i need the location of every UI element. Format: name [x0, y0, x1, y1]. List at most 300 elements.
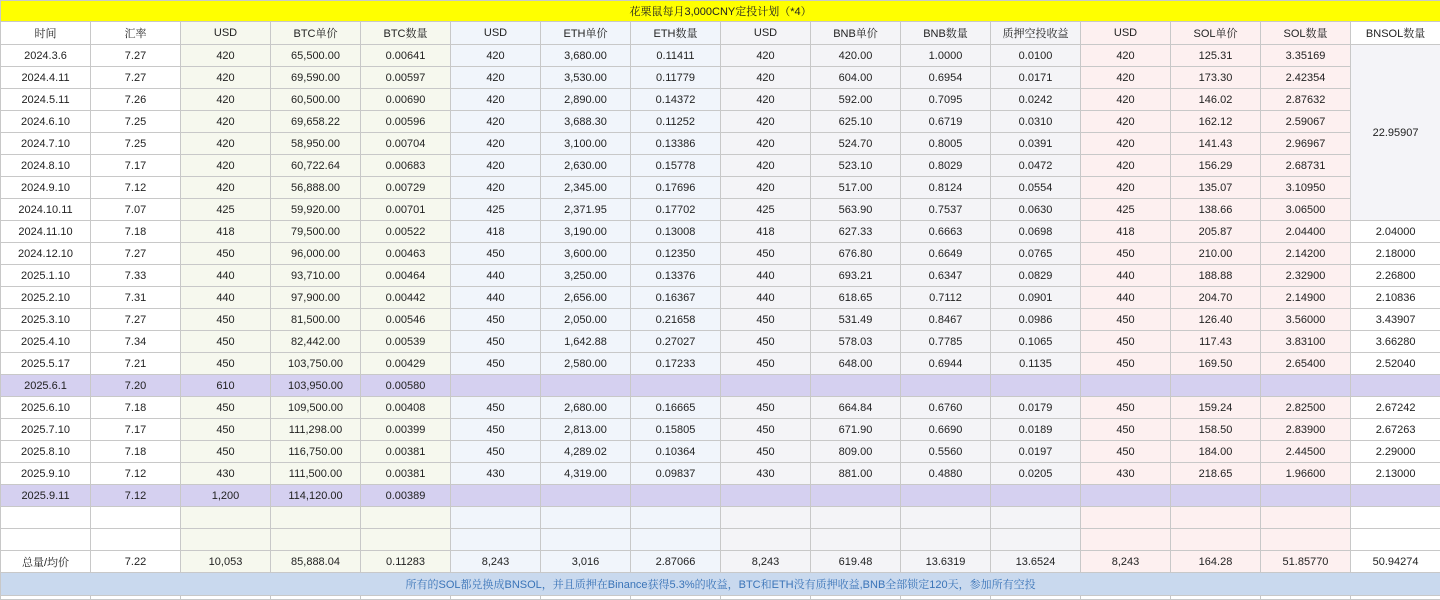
cell-rate[interactable]: 7.12	[91, 485, 181, 507]
cell-bnb-qty[interactable]: 0.6760	[901, 397, 991, 419]
empty-cell[interactable]	[1081, 507, 1171, 529]
cell-rate[interactable]: 7.12	[91, 463, 181, 485]
cell-sol-price[interactable]: 205.87	[1171, 221, 1261, 243]
empty-cell[interactable]	[181, 529, 271, 551]
cell-bnsol[interactable]: 2.10836	[1351, 287, 1440, 309]
cell-bnb-reward[interactable]: 0.1135	[991, 353, 1081, 375]
cell-sol-usd[interactable]: 420	[1081, 67, 1171, 89]
cell-bnb-reward[interactable]: 0.0765	[991, 243, 1081, 265]
cell-btc-price[interactable]: 69,590.00	[271, 67, 361, 89]
cell-btc-price[interactable]: 111,298.00	[271, 419, 361, 441]
cell-bnsol[interactable]: 2.67263	[1351, 419, 1440, 441]
cell-eth-usd[interactable]: 450	[451, 309, 541, 331]
cell-eth-price[interactable]: 2,813.00	[541, 419, 631, 441]
cell-bnb-price[interactable]: 524.70	[811, 133, 901, 155]
cell-bnsol[interactable]: 3.66280	[1351, 331, 1440, 353]
cell-bnb-usd[interactable]: 450	[721, 309, 811, 331]
cell-bnb-reward[interactable]: 0.0698	[991, 221, 1081, 243]
cell-bnsol[interactable]: 2.52040	[1351, 353, 1440, 375]
empty-cell[interactable]	[181, 507, 271, 529]
cell-sol-usd[interactable]: 420	[1081, 155, 1171, 177]
cell-bnb-usd[interactable]: 425	[721, 199, 811, 221]
cell-sol-price[interactable]: 117.43	[1171, 331, 1261, 353]
cell-bnb-qty[interactable]: 0.8467	[901, 309, 991, 331]
column-header[interactable]: 时间	[1, 22, 91, 45]
cell-bnb-usd[interactable]: 450	[721, 353, 811, 375]
cell-eth-usd[interactable]: 450	[451, 419, 541, 441]
cell-bnb-usd[interactable]: 420	[721, 89, 811, 111]
cell-bnb-price[interactable]: 563.90	[811, 199, 901, 221]
cell-bnsol[interactable]: 2.04000	[1351, 221, 1440, 243]
cell-btc-price[interactable]: 96,000.00	[271, 243, 361, 265]
cell-eth-usd[interactable]: 440	[451, 287, 541, 309]
cell-rate[interactable]: 7.12	[91, 177, 181, 199]
cell-bnb-qty[interactable]: 0.8029	[901, 155, 991, 177]
cell-btc-usd[interactable]: 450	[181, 397, 271, 419]
empty-cell[interactable]	[1171, 529, 1261, 551]
cell-sol-price[interactable]: 162.12	[1171, 111, 1261, 133]
cell-date[interactable]: 2024.12.10	[1, 243, 91, 265]
cell-bnb-price[interactable]: 578.03	[811, 331, 901, 353]
total-btc-usd[interactable]: 10,053	[181, 551, 271, 573]
cell-rate[interactable]: 7.25	[91, 133, 181, 155]
cell-eth-usd[interactable]: 450	[451, 441, 541, 463]
cell-date[interactable]: 2025.6.1	[1, 375, 91, 397]
cell-eth-qty[interactable]: 0.09837	[631, 463, 721, 485]
total-rate[interactable]: 7.22	[91, 551, 181, 573]
cell-date[interactable]: 2024.3.6	[1, 45, 91, 67]
cell-eth-price[interactable]: 4,289.02	[541, 441, 631, 463]
cell-date[interactable]: 2024.9.10	[1, 177, 91, 199]
cell-sol-price[interactable]: 210.00	[1171, 243, 1261, 265]
cell-eth-qty[interactable]: 0.15778	[631, 155, 721, 177]
cell-sol-qty[interactable]: 3.56000	[1261, 309, 1351, 331]
cell-rate[interactable]: 7.21	[91, 353, 181, 375]
total-btc-price[interactable]: 85,888.04	[271, 551, 361, 573]
empty-cell[interactable]	[451, 529, 541, 551]
cell-bnb-usd[interactable]: 450	[721, 397, 811, 419]
cell-bnb-price[interactable]: 809.00	[811, 441, 901, 463]
cell-sol-price[interactable]	[1171, 485, 1261, 507]
cell-btc-price[interactable]: 93,710.00	[271, 265, 361, 287]
empty-cell[interactable]	[1171, 507, 1261, 529]
cell-eth-qty[interactable]: 0.12350	[631, 243, 721, 265]
empty-cell[interactable]	[1, 507, 91, 529]
cell-sol-price[interactable]: 141.43	[1171, 133, 1261, 155]
cell-btc-qty[interactable]: 0.00522	[361, 221, 451, 243]
cell-rate[interactable]: 7.27	[91, 309, 181, 331]
column-header[interactable]: ETH数量	[631, 22, 721, 45]
cell-sol-qty[interactable]: 2.96967	[1261, 133, 1351, 155]
cell-eth-price[interactable]: 2,680.00	[541, 397, 631, 419]
cell-date[interactable]: 2024.4.11	[1, 67, 91, 89]
cell-btc-qty[interactable]: 0.00463	[361, 243, 451, 265]
cell-eth-qty[interactable]: 0.11411	[631, 45, 721, 67]
empty-cell[interactable]	[1351, 507, 1440, 529]
cell-bnb-qty[interactable]: 0.7095	[901, 89, 991, 111]
cell-eth-qty[interactable]: 0.13376	[631, 265, 721, 287]
cell-eth-qty[interactable]	[631, 375, 721, 397]
cell-sol-price[interactable]: 138.66	[1171, 199, 1261, 221]
cell-btc-price[interactable]: 114,120.00	[271, 485, 361, 507]
empty-cell[interactable]	[631, 507, 721, 529]
cell-eth-price[interactable]	[541, 485, 631, 507]
cell-sol-qty[interactable]: 2.87632	[1261, 89, 1351, 111]
cell-sol-usd[interactable]: 440	[1081, 265, 1171, 287]
total-sol-usd[interactable]: 8,243	[1081, 551, 1171, 573]
empty-cell[interactable]	[1261, 529, 1351, 551]
column-header[interactable]: USD	[1081, 22, 1171, 45]
cell-bnb-usd[interactable]: 450	[721, 419, 811, 441]
cell-btc-price[interactable]: 59,920.00	[271, 199, 361, 221]
cell-btc-qty[interactable]: 0.00399	[361, 419, 451, 441]
cell-date[interactable]: 2024.11.10	[1, 221, 91, 243]
cell-bnb-reward[interactable]: 0.0100	[991, 45, 1081, 67]
cell-bnb-price[interactable]: 693.21	[811, 265, 901, 287]
cell-rate[interactable]: 7.25	[91, 111, 181, 133]
cell-btc-usd[interactable]: 450	[181, 441, 271, 463]
cell-eth-qty[interactable]: 0.17696	[631, 177, 721, 199]
empty-cell[interactable]	[91, 507, 181, 529]
cell-btc-usd[interactable]: 418	[181, 221, 271, 243]
cell-bnsol[interactable]: 2.13000	[1351, 463, 1440, 485]
cell-btc-qty[interactable]: 0.00580	[361, 375, 451, 397]
cell-sol-qty[interactable]: 2.14200	[1261, 243, 1351, 265]
cell-eth-price[interactable]: 3,680.00	[541, 45, 631, 67]
cell-btc-qty[interactable]: 0.00546	[361, 309, 451, 331]
cell-rate[interactable]: 7.17	[91, 419, 181, 441]
cell-sol-price[interactable]: 204.70	[1171, 287, 1261, 309]
cell-btc-qty[interactable]: 0.00464	[361, 265, 451, 287]
cell-bnb-price[interactable]: 625.10	[811, 111, 901, 133]
cell-btc-usd[interactable]: 1,200	[181, 485, 271, 507]
column-header[interactable]: ETH单价	[541, 22, 631, 45]
cell-bnb-usd[interactable]: 450	[721, 441, 811, 463]
cell-date[interactable]: 2024.8.10	[1, 155, 91, 177]
cell-bnb-qty[interactable]: 0.7785	[901, 331, 991, 353]
cell-bnb-qty[interactable]: 0.6944	[901, 353, 991, 375]
cell-bnb-usd[interactable]: 420	[721, 155, 811, 177]
empty-cell[interactable]	[541, 507, 631, 529]
cell-eth-price[interactable]: 3,100.00	[541, 133, 631, 155]
total-sol-qty[interactable]: 51.85770	[1261, 551, 1351, 573]
cell-date[interactable]: 2025.4.10	[1, 331, 91, 353]
cell-btc-usd[interactable]: 420	[181, 89, 271, 111]
cell-sol-usd[interactable]	[1081, 485, 1171, 507]
total-date[interactable]: 总量/均价	[1, 551, 91, 573]
cell-rate[interactable]: 7.07	[91, 199, 181, 221]
cell-eth-price[interactable]: 3,250.00	[541, 265, 631, 287]
cell-date[interactable]: 2025.8.10	[1, 441, 91, 463]
cell-bnb-price[interactable]: 531.49	[811, 309, 901, 331]
column-header[interactable]: 质押空投收益	[991, 22, 1081, 45]
cell-btc-qty[interactable]: 0.00381	[361, 463, 451, 485]
cell-sol-price[interactable]: 126.40	[1171, 309, 1261, 331]
cell-sol-usd[interactable]: 450	[1081, 419, 1171, 441]
empty-cell[interactable]	[541, 529, 631, 551]
column-header[interactable]: SOL数量	[1261, 22, 1351, 45]
cell-btc-price[interactable]: 60,500.00	[271, 89, 361, 111]
cell-rate[interactable]: 7.27	[91, 67, 181, 89]
total-eth-price[interactable]: 3,016	[541, 551, 631, 573]
cell-eth-price[interactable]	[541, 375, 631, 397]
cell-eth-usd[interactable]: 440	[451, 265, 541, 287]
footnote-text[interactable]: 所有的SOL都兑换成BNSOL，并且质押在Binance获得5.3%的收益，BTC和ETH没有质押收益,BNB全部锁定120天，参加所有空投	[1, 573, 1440, 596]
cell-bnb-reward[interactable]: 0.0205	[991, 463, 1081, 485]
cell-eth-price[interactable]: 2,580.00	[541, 353, 631, 375]
column-header[interactable]: BNB单价	[811, 22, 901, 45]
cell-sol-qty[interactable]: 2.59067	[1261, 111, 1351, 133]
cell-sol-usd[interactable]: 420	[1081, 133, 1171, 155]
column-header[interactable]: 汇率	[91, 22, 181, 45]
cell-eth-qty[interactable]: 0.21658	[631, 309, 721, 331]
cell-btc-usd[interactable]: 450	[181, 309, 271, 331]
column-header[interactable]: BTC单价	[271, 22, 361, 45]
cell-bnb-usd[interactable]: 440	[721, 287, 811, 309]
cell-eth-price[interactable]: 2,890.00	[541, 89, 631, 111]
cell-bnb-reward[interactable]: 0.0179	[991, 397, 1081, 419]
cell-bnb-qty[interactable]: 0.6663	[901, 221, 991, 243]
cell-bnb-reward[interactable]: 0.0472	[991, 155, 1081, 177]
bnsol-merged-cell[interactable]: 22.95907	[1351, 45, 1440, 221]
cell-sol-price[interactable]: 218.65	[1171, 463, 1261, 485]
empty-cell[interactable]	[361, 529, 451, 551]
cell-btc-price[interactable]: 69,658.22	[271, 111, 361, 133]
cell-btc-qty[interactable]: 0.00429	[361, 353, 451, 375]
cell-btc-price[interactable]: 109,500.00	[271, 397, 361, 419]
cell-btc-usd[interactable]: 440	[181, 265, 271, 287]
cell-bnb-price[interactable]: 618.65	[811, 287, 901, 309]
cell-bnb-price[interactable]: 523.10	[811, 155, 901, 177]
cell-sol-qty[interactable]: 2.32900	[1261, 265, 1351, 287]
column-header[interactable]: USD	[721, 22, 811, 45]
cell-bnb-price[interactable]: 881.00	[811, 463, 901, 485]
cell-btc-price[interactable]: 81,500.00	[271, 309, 361, 331]
cell-sol-price[interactable]: 188.88	[1171, 265, 1261, 287]
cell-bnb-usd[interactable]: 420	[721, 133, 811, 155]
cell-bnb-usd[interactable]: 420	[721, 177, 811, 199]
cell-bnb-usd[interactable]: 418	[721, 221, 811, 243]
cell-date[interactable]: 2024.5.11	[1, 89, 91, 111]
cell-bnb-qty[interactable]: 0.6690	[901, 419, 991, 441]
cell-eth-qty[interactable]: 0.16665	[631, 397, 721, 419]
cell-bnb-price[interactable]: 627.33	[811, 221, 901, 243]
column-header[interactable]: BNB数量	[901, 22, 991, 45]
cell-bnb-qty[interactable]	[901, 375, 991, 397]
cell-eth-price[interactable]: 2,656.00	[541, 287, 631, 309]
cell-rate[interactable]: 7.33	[91, 265, 181, 287]
cell-bnb-qty[interactable]: 0.7112	[901, 287, 991, 309]
cell-bnb-qty[interactable]: 0.6649	[901, 243, 991, 265]
cell-sol-usd[interactable]: 450	[1081, 397, 1171, 419]
cell-eth-usd[interactable]: 450	[451, 243, 541, 265]
cell-btc-qty[interactable]: 0.00704	[361, 133, 451, 155]
cell-rate[interactable]: 7.34	[91, 331, 181, 353]
empty-cell[interactable]	[91, 529, 181, 551]
cell-sol-qty[interactable]: 2.68731	[1261, 155, 1351, 177]
cell-eth-price[interactable]: 1,642.88	[541, 331, 631, 353]
cell-bnb-usd[interactable]: 420	[721, 67, 811, 89]
column-header[interactable]: USD	[451, 22, 541, 45]
cell-bnb-price[interactable]	[811, 375, 901, 397]
cell-bnb-reward[interactable]: 0.0189	[991, 419, 1081, 441]
cell-eth-qty[interactable]: 0.17233	[631, 353, 721, 375]
cell-bnb-reward[interactable]: 0.1065	[991, 331, 1081, 353]
cell-btc-usd[interactable]: 610	[181, 375, 271, 397]
cell-bnb-price[interactable]: 664.84	[811, 397, 901, 419]
total-btc-qty[interactable]: 0.11283	[361, 551, 451, 573]
cell-sol-usd[interactable]: 440	[1081, 287, 1171, 309]
cell-sol-qty[interactable]: 3.83100	[1261, 331, 1351, 353]
cell-bnsol[interactable]: 2.67242	[1351, 397, 1440, 419]
cell-eth-price[interactable]: 3,190.00	[541, 221, 631, 243]
cell-date[interactable]: 2024.7.10	[1, 133, 91, 155]
cell-date[interactable]: 2024.6.10	[1, 111, 91, 133]
cell-btc-usd[interactable]: 430	[181, 463, 271, 485]
cell-btc-qty[interactable]: 0.00381	[361, 441, 451, 463]
cell-bnb-price[interactable]: 592.00	[811, 89, 901, 111]
cell-date[interactable]: 2025.1.10	[1, 265, 91, 287]
cell-bnb-qty[interactable]: 0.7537	[901, 199, 991, 221]
cell-sol-usd[interactable]: 450	[1081, 309, 1171, 331]
empty-cell[interactable]	[721, 507, 811, 529]
cell-btc-price[interactable]: 65,500.00	[271, 45, 361, 67]
cell-sol-price[interactable]	[1171, 375, 1261, 397]
cell-btc-qty[interactable]: 0.00539	[361, 331, 451, 353]
cell-sol-qty[interactable]: 2.44500	[1261, 441, 1351, 463]
cell-bnb-qty[interactable]	[901, 485, 991, 507]
cell-btc-usd[interactable]: 425	[181, 199, 271, 221]
cell-sol-usd[interactable]	[1081, 375, 1171, 397]
cell-eth-qty[interactable]: 0.15805	[631, 419, 721, 441]
cell-sol-qty[interactable]: 2.14900	[1261, 287, 1351, 309]
cell-bnb-reward[interactable]: 0.0986	[991, 309, 1081, 331]
cell-sol-usd[interactable]: 420	[1081, 45, 1171, 67]
cell-eth-price[interactable]: 2,371.95	[541, 199, 631, 221]
cell-btc-price[interactable]: 58,950.00	[271, 133, 361, 155]
empty-cell[interactable]	[721, 529, 811, 551]
empty-cell[interactable]	[901, 529, 991, 551]
cell-btc-usd[interactable]: 420	[181, 45, 271, 67]
cell-eth-usd[interactable]: 420	[451, 111, 541, 133]
cell-bnb-qty[interactable]: 0.8005	[901, 133, 991, 155]
cell-sol-qty[interactable]: 1.96600	[1261, 463, 1351, 485]
cell-bnb-reward[interactable]: 0.0242	[991, 89, 1081, 111]
cell-rate[interactable]: 7.17	[91, 155, 181, 177]
cell-bnb-qty[interactable]: 0.6719	[901, 111, 991, 133]
cell-eth-qty[interactable]: 0.16367	[631, 287, 721, 309]
cell-sol-qty[interactable]: 2.82500	[1261, 397, 1351, 419]
cell-btc-qty[interactable]: 0.00596	[361, 111, 451, 133]
cell-btc-price[interactable]: 97,900.00	[271, 287, 361, 309]
cell-eth-usd[interactable]: 420	[451, 67, 541, 89]
empty-cell[interactable]	[1261, 507, 1351, 529]
empty-cell[interactable]	[991, 507, 1081, 529]
cell-eth-qty[interactable]: 0.27027	[631, 331, 721, 353]
cell-sol-qty[interactable]: 2.83900	[1261, 419, 1351, 441]
cell-eth-qty[interactable]: 0.14372	[631, 89, 721, 111]
cell-sol-price[interactable]: 156.29	[1171, 155, 1261, 177]
cell-bnb-usd[interactable]: 440	[721, 265, 811, 287]
cell-sol-price[interactable]: 173.30	[1171, 67, 1261, 89]
total-sol-price[interactable]: 164.28	[1171, 551, 1261, 573]
cell-btc-qty[interactable]: 0.00408	[361, 397, 451, 419]
cell-btc-qty[interactable]: 0.00389	[361, 485, 451, 507]
empty-cell[interactable]	[271, 507, 361, 529]
cell-rate[interactable]: 7.27	[91, 243, 181, 265]
cell-bnsol[interactable]: 2.18000	[1351, 243, 1440, 265]
cell-bnb-qty[interactable]: 1.0000	[901, 45, 991, 67]
cell-bnb-usd[interactable]: 450	[721, 243, 811, 265]
cell-btc-usd[interactable]: 420	[181, 155, 271, 177]
cell-eth-qty[interactable]: 0.10364	[631, 441, 721, 463]
cell-sol-qty[interactable]: 2.42354	[1261, 67, 1351, 89]
cell-date[interactable]: 2025.6.10	[1, 397, 91, 419]
cell-eth-usd[interactable]: 420	[451, 177, 541, 199]
total-bnb-usd[interactable]: 8,243	[721, 551, 811, 573]
cell-bnb-reward[interactable]: 0.0630	[991, 199, 1081, 221]
cell-btc-qty[interactable]: 0.00641	[361, 45, 451, 67]
cell-bnb-price[interactable]: 604.00	[811, 67, 901, 89]
cell-btc-price[interactable]: 56,888.00	[271, 177, 361, 199]
cell-bnb-price[interactable]: 420.00	[811, 45, 901, 67]
cell-bnb-qty[interactable]: 0.8124	[901, 177, 991, 199]
cell-eth-qty[interactable]: 0.13386	[631, 133, 721, 155]
cell-bnsol[interactable]	[1351, 375, 1440, 397]
cell-bnb-usd[interactable]	[721, 485, 811, 507]
cell-date[interactable]: 2025.5.17	[1, 353, 91, 375]
cell-eth-qty[interactable]: 0.17702	[631, 199, 721, 221]
cell-date[interactable]: 2025.9.10	[1, 463, 91, 485]
cell-bnb-reward[interactable]: 0.0901	[991, 287, 1081, 309]
cell-bnb-qty[interactable]: 0.4880	[901, 463, 991, 485]
cell-bnb-usd[interactable]: 430	[721, 463, 811, 485]
cell-sol-usd[interactable]: 418	[1081, 221, 1171, 243]
cell-sol-qty[interactable]: 3.10950	[1261, 177, 1351, 199]
cell-eth-price[interactable]: 3,530.00	[541, 67, 631, 89]
cell-btc-qty[interactable]: 0.00597	[361, 67, 451, 89]
cell-sol-usd[interactable]: 450	[1081, 243, 1171, 265]
cell-btc-usd[interactable]: 450	[181, 353, 271, 375]
cell-btc-usd[interactable]: 440	[181, 287, 271, 309]
empty-cell[interactable]	[1081, 529, 1171, 551]
cell-eth-usd[interactable]: 425	[451, 199, 541, 221]
cell-btc-price[interactable]: 111,500.00	[271, 463, 361, 485]
cell-date[interactable]: 2025.3.10	[1, 309, 91, 331]
cell-eth-usd[interactable]	[451, 485, 541, 507]
cell-bnsol[interactable]: 2.29000	[1351, 441, 1440, 463]
cell-rate[interactable]: 7.18	[91, 397, 181, 419]
cell-eth-qty[interactable]	[631, 485, 721, 507]
cell-bnb-qty[interactable]: 0.6954	[901, 67, 991, 89]
cell-btc-qty[interactable]: 0.00690	[361, 89, 451, 111]
cell-sol-qty[interactable]: 2.04400	[1261, 221, 1351, 243]
cell-btc-qty[interactable]: 0.00442	[361, 287, 451, 309]
total-bnb-qty[interactable]: 13.6319	[901, 551, 991, 573]
total-bnb-price[interactable]: 619.48	[811, 551, 901, 573]
cell-sol-qty[interactable]: 3.35169	[1261, 45, 1351, 67]
cell-sol-price[interactable]: 159.24	[1171, 397, 1261, 419]
cell-bnb-usd[interactable]: 420	[721, 111, 811, 133]
cell-bnb-usd[interactable]: 450	[721, 331, 811, 353]
cell-bnb-reward[interactable]: 0.0391	[991, 133, 1081, 155]
cell-btc-price[interactable]: 116,750.00	[271, 441, 361, 463]
cell-rate[interactable]: 7.18	[91, 221, 181, 243]
cell-sol-usd[interactable]: 430	[1081, 463, 1171, 485]
cell-btc-usd[interactable]: 450	[181, 331, 271, 353]
cell-bnb-reward[interactable]: 0.0310	[991, 111, 1081, 133]
cell-btc-usd[interactable]: 450	[181, 419, 271, 441]
